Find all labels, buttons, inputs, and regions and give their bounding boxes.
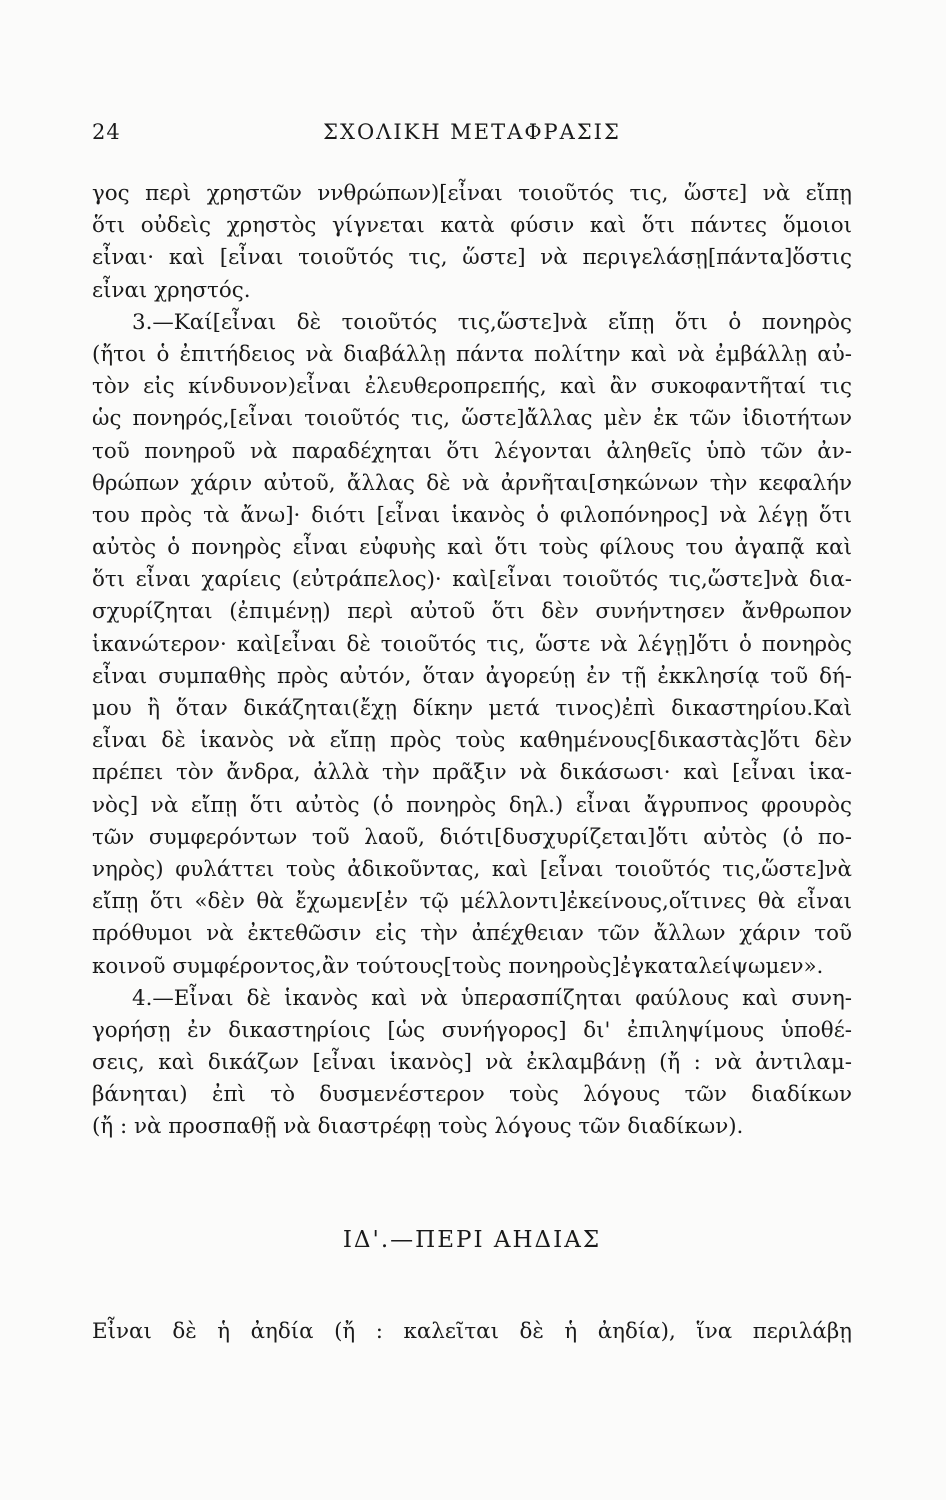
text-line: νὸς] νὰ εἴπῃ ὅτι αὐτὸς (ὁ πονηρὸς δηλ.) εἶναι ἄγρυπνος φρουρὸς: [92, 792, 852, 818]
text-line: εἶναι δὲ ἱκανὸς νὰ εἴπῃ πρὸς τοὺς καθημένους[δικαστὰς]ὅτι δὲν: [92, 728, 852, 754]
text-line: βάνηται) ἐπὶ τὸ δυσμενέστερον τοὺς λόγους τῶν διαδίκων: [92, 1082, 852, 1108]
text-line: μου ἢ ὅταν δικάζηται(ἔχῃ δίκην μετά τινος)ἐπὶ δικαστηρίου.Καὶ: [92, 696, 852, 721]
paragraph-3-start: 3.—Καί[εἶναι δὲ τοιοῦτός τις,ὥστε]νὰ εἴπῃ ὅτι ὁ πονηρὸς: [132, 309, 852, 335]
text-line: τοῦ πονηροῦ νὰ παραδέχηται ὅτι λέγονται ἀληθεῖς ὑπὸ τῶν ἀν-: [92, 438, 852, 464]
text-line: του πρὸς τὰ ἄνω]· διότι [εἶναι ἱκανὸς ὁ φιλοπόνηρος] νὰ λέγῃ ὅτι: [92, 502, 852, 528]
text-line: ὡς πονηρός,[εἶναι τοιοῦτός τις, ὥστε]ἄλλας μὲν ἐκ τῶν ἰδιοτήτων: [92, 406, 852, 432]
text-line: εἴπῃ ὅτι «δὲν θὰ ἔχωμεν[ἐν τῷ μέλλοντι]ἐκείνους,οἵτινες θὰ εἶναι: [92, 889, 852, 915]
text-line: ὅτι εἶναι χαρίεις (εὐτράπελος)· καὶ[εἶναι τοιοῦτός τις,ὥστε]νὰ δια-: [92, 567, 852, 593]
text-line: σχυρίζηται (ἐπιμένῃ) περὶ αὐτοῦ ὅτι δὲν συνήντησεν ἄνθρωπον: [92, 599, 852, 625]
text-line: γορήσῃ ἐν δικαστηρίοις [ὡς συνήγορος] δι' ἐπιληψίμους ὑποθέ-: [92, 1017, 852, 1043]
running-title: ΣΧΟΛΙΚΗ ΜΕΤΑΦΡΑΣΙΣ: [323, 120, 621, 144]
text-line: κοινοῦ συμφέροντος,ἂν τούτους[τοὺς πονηροὺς]ἐγκαταλείψωμεν».: [92, 953, 824, 979]
text-line: πρόθυμοι νὰ ἐκτεθῶσιν εἰς τὴν ἀπέχθειαν τῶν ἄλλων χάριν τοῦ: [92, 921, 852, 947]
text-line: εἶναι χρηστός.: [92, 277, 251, 303]
text-line: τὸν εἰς κίνδυνον)εἶναι ἐλευθεροπρεπής, καὶ ἂν συκοφαντῆταί τις: [92, 374, 852, 400]
section-first-line: Εἶναι δὲ ἡ ἀηδία (ἤ : καλεῖται δὲ ἡ ἀηδία), ἵνα περιλάβῃ: [92, 1319, 852, 1344]
text-line: σεις, καὶ δικάζων [εἶναι ἱκανὸς] νὰ ἐκλαμβάνῃ (ἤ : νὰ ἀντιλαμ-: [92, 1050, 852, 1076]
text-line: ἱκανώτερον· καὶ[εἶναι δὲ τοιοῦτός τις, ὥστε νὰ λέγῃ]ὅτι ὁ πονηρὸς: [92, 631, 852, 657]
text-line: γος περὶ χρηστῶν ννθρώπων)[εἶναι τοιοῦτός τις, ὥστε] νὰ εἴπῃ: [92, 181, 852, 206]
page-header: [92, 120, 852, 150]
text-line: νηρὸς) φυλάττει τοὺς ἀδικοῦντας, καὶ [εἶναι τοιοῦτός τις,ὥστε]νὰ: [92, 856, 852, 882]
text-line: τῶν συμφερόντων τοῦ λαοῦ, διότι[δυσχυρίζεται]ὅτι αὐτὸς (ὁ πο-: [92, 824, 852, 850]
text-line: πρέπει τὸν ἄνδρα, ἀλλὰ τὴν πρᾶξιν νὰ δικάσωσι· καὶ [εἶναι ἱκα-: [92, 760, 852, 786]
text-line: θρώπων χάριν αὐτοῦ, ἄλλας δὲ νὰ ἀρνῆται[σηκώνων τὴν κεφαλήν: [92, 470, 852, 496]
text-line: ὅτι οὐδεὶς χρηστὸς γίγνεται κατὰ φύσιν καὶ ὅτι πάντες ὅμοιοι: [92, 213, 852, 239]
text-line: (ἤ : νὰ προσπαθῇ νὰ διαστρέφῃ τοὺς λόγους τῶν διαδίκων).: [92, 1114, 744, 1140]
body-text: [92, 178, 852, 1144]
text-line: αὐτὸς ὁ πονηρὸς εἶναι εὐφυὴς καὶ ὅτι τοὺς φίλους του ἀγαπᾷ καὶ: [92, 535, 852, 561]
page-number: 24: [92, 120, 121, 144]
paragraph-4-start: 4.—Εἶναι δὲ ἱκανὸς καὶ νὰ ὑπερασπίζηται φαύλους καὶ συνη-: [132, 985, 852, 1011]
text-line: εἶναι· καὶ [εἶναι τοιοῦτός τις, ὥστε] νὰ περιγελάσῃ[πάντα]ὅστις: [92, 245, 852, 271]
section-heading: ΙΔ'.—ΠΕΡΙ ΑΗΔΙΑΣ: [342, 1227, 602, 1253]
text-line: (ἤτοι ὁ ἐπιτήδειος νὰ διαβάλλῃ πάντα πολίτην καὶ νὰ ἐμβάλλῃ αὐ-: [92, 341, 852, 367]
text-line: εἶναι συμπαθὴς πρὸς αὐτόν, ὅταν ἀγορεύῃ ἐν τῇ ἐκκλησίᾳ τοῦ δή-: [92, 663, 852, 689]
